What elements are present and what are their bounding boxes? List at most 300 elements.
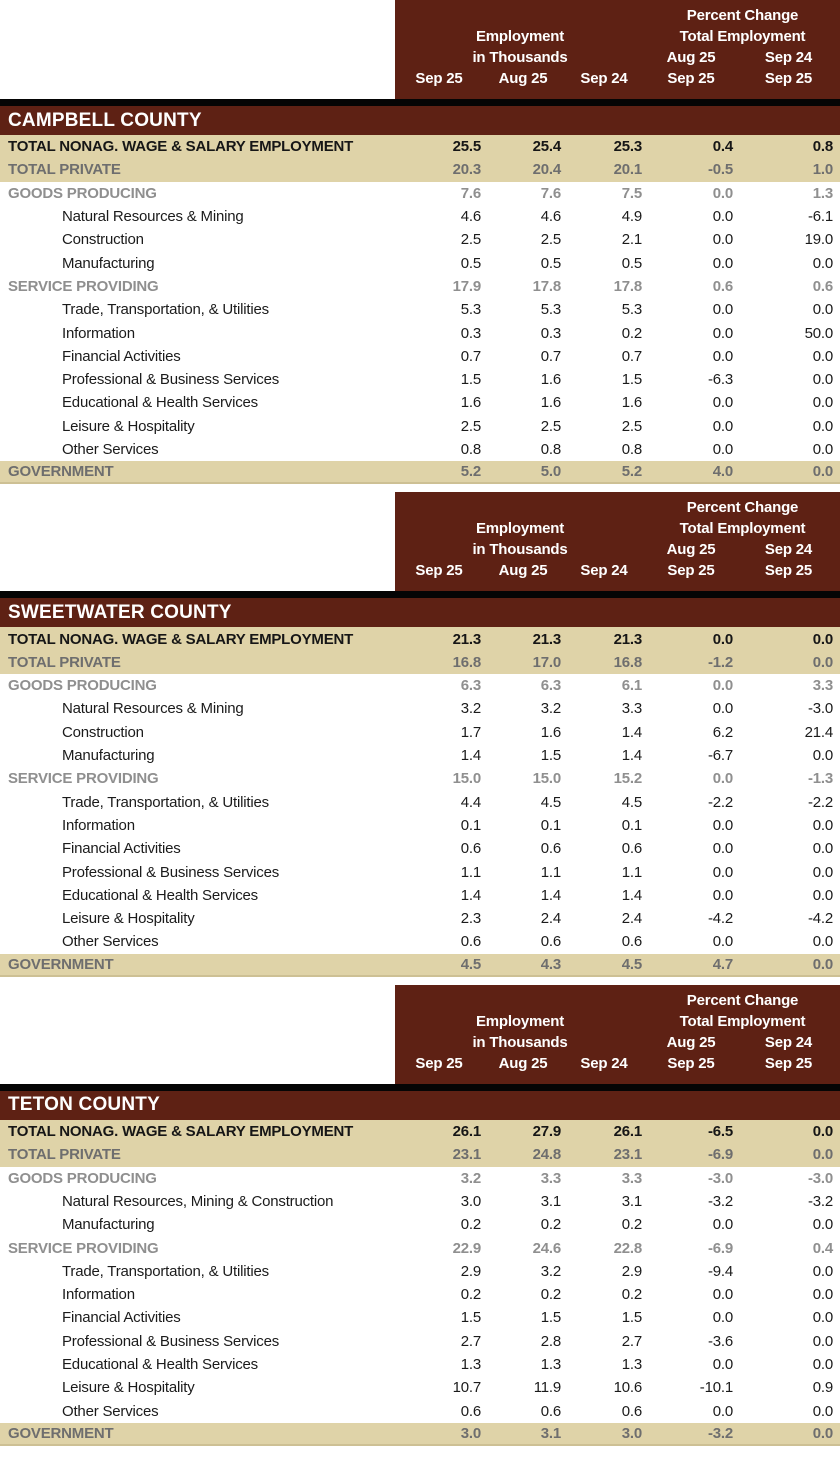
row-value: 6.1 [621,677,642,695]
row-value: 0.6 [712,277,733,295]
row-value: 1.4 [621,723,642,741]
table-row [0,275,840,298]
row-label: GOODS PRODUCING [8,1169,157,1187]
row-value: 21.3 [613,630,642,648]
row-label: Educational & Health Services [62,886,258,904]
employment-title-line2: in Thousands [472,1033,568,1051]
row-value: 3.1 [540,1424,561,1442]
table-row [0,1120,840,1143]
col-label-sep24: Sep 24 [580,1054,628,1072]
row-value: 0.2 [621,1286,642,1304]
row-value: 17.8 [613,277,642,295]
row-value: 1.4 [621,747,642,765]
table-row [0,767,840,790]
employment-title-line2: in Thousands [472,49,568,66]
row-value: 0.0 [812,840,833,858]
county-section-campbell [0,0,840,484]
row-value: 0.6 [460,1402,481,1420]
row-value: 1.1 [621,863,642,881]
row-value: 27.9 [532,1123,561,1141]
row-value: -3.2 [707,1424,733,1442]
row-value: 1.6 [540,394,561,412]
row-value: 4.6 [460,208,481,226]
row-value: 2.1 [621,231,642,249]
table-row [0,135,840,158]
row-value: 0.6 [621,840,642,858]
row-value: 4.5 [621,955,642,973]
col-label-sep25-den: Sep 25 [667,1054,715,1072]
row-label: TOTAL PRIVATE [8,161,121,179]
row-value: 0.8 [540,441,561,458]
row-value: 0.0 [712,1402,733,1420]
row-value: 0.0 [712,700,733,718]
row-value: -3.2 [807,1192,833,1210]
row-value: 0.0 [812,933,833,951]
row-value: 0.0 [812,1309,833,1327]
row-value: 0.0 [812,1216,833,1234]
row-value: 0.0 [712,184,733,202]
row-value: 10.7 [452,1379,481,1397]
row-value: 1.3 [812,184,833,202]
row-value: 0.6 [621,1402,642,1420]
row-value: 0.0 [712,816,733,834]
row-value: 3.0 [460,1424,481,1442]
col-label-sep24: Sep 24 [580,70,628,87]
col-label-sep25-den: Sep 25 [764,70,813,87]
row-value: 25.5 [452,138,481,156]
row-value: 0.0 [812,463,833,481]
row-value: 2.7 [621,1332,642,1350]
row-value: 0.0 [712,231,733,249]
row-value: 4.4 [460,793,481,811]
row-value: 0.6 [621,933,642,951]
col-label-sep25: Sep 25 [415,562,463,580]
row-value: 3.2 [540,700,561,718]
row-value: 0.0 [812,1286,833,1304]
row-value: 5.2 [460,463,481,481]
row-value: 0.8 [621,441,642,458]
col-label-sep25-den: Sep 25 [667,562,715,580]
row-label: Other Services [62,933,159,951]
table-row [0,791,840,814]
row-value: -1.3 [807,770,833,788]
row-value: 21.4 [804,723,833,741]
table-row [0,674,840,697]
table-row [0,697,840,720]
row-value: 0.3 [540,324,561,342]
row-value: 3.3 [621,700,642,718]
row-value: 0.0 [712,254,733,272]
row-value: 15.0 [452,770,481,788]
row-value: 0.0 [812,347,833,365]
employment-title-line1: Employment [475,520,564,538]
row-value: 1.5 [621,371,642,389]
row-value: 0.4 [712,138,733,156]
row-value: 0.0 [812,816,833,834]
row-value: 1.6 [540,723,561,741]
col-label-sep25: Sep 25 [415,70,463,87]
row-value: 0.0 [812,1262,833,1280]
employment-title-line2: in Thousands [472,541,568,559]
divider-bar [0,1084,840,1091]
row-value: 0.0 [712,1216,733,1234]
row-value: 0.2 [621,324,642,342]
table-row [0,1260,840,1283]
table-row [0,814,840,837]
row-value: 7.6 [460,184,481,202]
table-row [0,744,840,767]
percent-change-header-group [645,492,840,591]
row-value: 1.6 [540,371,561,389]
row-value: 11.9 [533,1379,561,1397]
row-value: 3.3 [540,1169,561,1187]
table-row [0,907,840,930]
county-title: TETON COUNTY [0,1091,840,1120]
row-value: 0.0 [712,441,733,458]
employment-table [0,627,840,976]
row-label: Information [62,324,135,342]
row-value: 19.0 [804,231,833,249]
row-value: 0.0 [712,347,733,365]
county-section-sweetwater [0,492,840,976]
row-value: 2.5 [460,231,481,249]
row-value: 0.0 [812,747,833,765]
table-row [0,1143,840,1166]
row-value: 5.3 [460,301,481,319]
row-label: Trade, Transportation, & Utilities [62,793,269,811]
row-label: Other Services [62,1402,159,1420]
row-value: 4.6 [540,208,561,226]
row-value: 2.4 [621,910,642,928]
row-value: -3.2 [707,1192,733,1210]
row-value: 5.2 [621,463,642,481]
table-row [0,860,840,883]
row-label: Natural Resources & Mining [62,700,244,718]
row-value: 0.6 [812,277,833,295]
percent-col-labels-bottom [645,1053,840,1074]
row-label: Construction [62,723,144,741]
row-value: 10.6 [613,1379,642,1397]
divider-bar [0,99,840,106]
row-value: 6.3 [540,677,561,695]
row-label: Financial Activities [62,840,181,858]
employment-header-group [395,0,645,99]
row-value: 0.2 [540,1286,561,1304]
row-value: 2.8 [540,1332,561,1350]
row-value: 1.5 [460,1309,481,1327]
table-row [0,1330,840,1353]
row-value: 1.5 [460,371,481,389]
row-value: 0.7 [460,347,481,365]
row-label: Natural Resources, Mining & Construction [62,1192,334,1210]
row-value: 2.3 [460,910,481,928]
table-row [0,438,840,461]
row-value: 0.0 [712,863,733,881]
percent-change-title-line1: Percent Change [686,499,799,517]
col-label-sep24-num: Sep 24 [764,1033,813,1051]
row-value: 3.2 [460,1169,481,1187]
percent-col-labels-top [645,539,840,560]
table-row [0,884,840,907]
row-value: 21.3 [452,630,481,648]
row-label: TOTAL NONAG. WAGE & SALARY EMPLOYMENT [8,630,354,648]
row-value: 0.0 [712,1309,733,1327]
row-value: 20.3 [452,161,481,179]
row-value: 15.0 [532,770,561,788]
row-value: -3.0 [807,1169,833,1187]
table-row [0,205,840,228]
row-value: 25.3 [613,138,642,156]
row-label: Construction [62,231,144,249]
table-row [0,1213,840,1236]
row-value: -3.6 [707,1332,733,1350]
column-header [395,0,840,99]
row-value: 1.3 [621,1356,642,1374]
table-row [0,954,840,977]
row-value: 25.4 [532,138,561,156]
row-label: Leisure & Hospitality [62,1379,195,1397]
table-row [0,837,840,860]
table-row [0,1353,840,1376]
divider-bar [0,591,840,598]
table-row [0,1306,840,1329]
row-value: -6.9 [707,1239,733,1257]
row-value: 3.3 [621,1169,642,1187]
row-value: 0.6 [540,933,561,951]
row-value: 0.0 [812,394,833,412]
row-value: 15.2 [613,770,642,788]
row-value: 1.1 [540,863,561,881]
row-value: 0.0 [712,394,733,412]
row-value: 0.0 [712,886,733,904]
col-label-aug25: Aug 25 [498,1054,548,1072]
row-value: 1.1 [460,863,481,881]
row-value: 0.0 [712,208,733,226]
row-value: 0.0 [812,886,833,904]
row-value: 0.5 [540,254,561,272]
row-value: 2.5 [540,231,561,249]
row-value: 0.0 [812,254,833,272]
row-value: 22.8 [613,1239,642,1257]
row-value: 2.5 [621,417,642,435]
row-value: 23.1 [613,1146,642,1164]
row-label: Manufacturing [62,747,155,765]
table-row [0,461,840,484]
employment-title-line1: Employment [475,28,564,45]
percent-change-title-line2: Total Employment [679,1012,806,1030]
row-value: 0.7 [540,347,561,365]
row-value: 2.7 [460,1332,481,1350]
row-label: Educational & Health Services [62,394,258,412]
row-value: -0.5 [707,161,733,179]
row-label: Professional & Business Services [62,863,280,881]
row-label: SERVICE PROVIDING [8,277,159,295]
percent-col-labels-bottom [645,68,840,89]
row-value: 0.0 [712,324,733,342]
table-row [0,182,840,205]
row-value: -6.1 [807,208,833,226]
col-label-sep24-num: Sep 24 [764,49,813,66]
row-value: 0.1 [621,816,642,834]
row-value: 0.0 [812,1424,833,1442]
row-value: 1.4 [460,886,481,904]
row-label: TOTAL PRIVATE [8,653,121,671]
table-row [0,1283,840,1306]
row-value: 7.6 [540,184,561,202]
row-value: -6.7 [707,747,733,765]
row-value: -6.3 [707,371,733,389]
percent-col-labels-top [645,1032,840,1053]
row-value: 3.0 [460,1192,481,1210]
county-section-teton [0,985,840,1446]
row-value: 0.0 [812,1356,833,1374]
row-value: 1.7 [460,723,481,741]
row-value: 0.1 [540,816,561,834]
row-value: 2.9 [621,1262,642,1280]
col-label-sep24-num: Sep 24 [764,541,813,559]
row-value: 1.4 [621,886,642,904]
row-value: 4.0 [712,463,733,481]
row-value: 3.1 [621,1192,642,1210]
table-row [0,721,840,744]
row-value: 0.1 [460,816,481,834]
table-row [0,1423,840,1446]
row-label: SERVICE PROVIDING [8,770,159,788]
row-label: Leisure & Hospitality [62,417,195,435]
row-value: 17.0 [532,653,561,671]
row-value: 21.3 [532,630,561,648]
row-value: 1.6 [621,394,642,412]
row-value: -4.2 [707,910,733,928]
row-label: Leisure & Hospitality [62,910,195,928]
percent-change-header-group [645,0,840,99]
row-value: 0.3 [460,324,481,342]
row-label: Trade, Transportation, & Utilities [62,1262,269,1280]
row-value: 3.1 [540,1192,561,1210]
row-value: 0.2 [621,1216,642,1234]
row-value: 0.7 [621,347,642,365]
employment-title-line1: Employment [475,1012,564,1030]
row-value: 1.3 [460,1356,481,1374]
table-row [0,930,840,953]
column-header [395,492,840,591]
row-label: Financial Activities [62,1309,181,1327]
table-row [0,298,840,321]
row-value: 1.0 [812,161,833,179]
table-row [0,1236,840,1259]
table-row [0,627,840,650]
row-value: 0.2 [460,1216,481,1234]
row-value: 0.0 [712,417,733,435]
row-value: 3.0 [621,1424,642,1442]
row-value: 4.3 [540,955,561,973]
row-value: 24.6 [532,1239,561,1257]
row-value: 0.0 [712,630,733,648]
row-label: Trade, Transportation, & Utilities [62,301,269,319]
row-value: 4.9 [621,208,642,226]
row-value: -9.4 [707,1262,733,1280]
row-value: 2.4 [540,910,561,928]
row-value: -10.1 [699,1379,733,1397]
table-row [0,228,840,251]
row-label: Manufacturing [62,254,155,272]
row-value: 0.6 [460,933,481,951]
employment-col-labels [395,560,645,581]
county-title: CAMPBELL COUNTY [0,106,840,135]
row-value: 0.6 [460,840,481,858]
row-value: 1.4 [460,747,481,765]
col-label-aug25: Aug 25 [498,562,548,580]
row-value: 0.0 [812,630,833,648]
col-label-aug25-num: Aug 25 [666,49,716,66]
row-value: 0.0 [812,301,833,319]
row-value: 7.5 [621,184,642,202]
percent-change-title-line2: Total Employment [679,28,806,45]
column-header [395,985,840,1084]
row-value: 3.2 [460,700,481,718]
row-value: 4.5 [540,793,561,811]
row-label: GOVERNMENT [8,1424,114,1442]
row-value: 4.5 [460,955,481,973]
table-row [0,415,840,438]
row-label: GOVERNMENT [8,955,114,973]
row-value: 0.8 [460,441,481,458]
row-value: -2.2 [707,793,733,811]
row-value: 1.3 [540,1356,561,1374]
row-value: 17.8 [532,277,561,295]
table-row [0,321,840,344]
col-label-aug25-num: Aug 25 [666,541,716,559]
row-value: 4.5 [621,793,642,811]
row-value: 6.2 [712,723,733,741]
row-value: 0.2 [460,1286,481,1304]
col-label-sep25-den: Sep 25 [764,1054,813,1072]
row-value: 3.3 [812,677,833,695]
row-value: 0.5 [621,254,642,272]
percent-change-title-line1: Percent Change [686,7,799,24]
row-value: 0.0 [712,677,733,695]
row-value: -3.0 [707,1169,733,1187]
row-value: 0.4 [812,1239,833,1257]
row-value: 0.8 [812,138,833,156]
row-label: Information [62,1286,135,1304]
row-value: -6.9 [707,1146,733,1164]
col-label-aug25-num: Aug 25 [666,1033,716,1051]
col-label-sep24: Sep 24 [580,562,628,580]
row-value: 0.6 [540,1402,561,1420]
row-value: 0.0 [712,933,733,951]
row-value: 0.5 [460,254,481,272]
table-row [0,158,840,181]
row-value: 26.1 [613,1123,642,1141]
row-value: 23.1 [452,1146,481,1164]
row-value: 0.0 [712,1286,733,1304]
row-value: 1.6 [460,394,481,412]
row-value: 0.0 [812,653,833,671]
row-value: -2.2 [807,793,833,811]
col-label-sep25-den: Sep 25 [667,70,715,87]
row-value: 1.5 [540,747,561,765]
row-value: 0.9 [812,1379,833,1397]
row-value: 1.5 [621,1309,642,1327]
row-value: 22.9 [452,1239,481,1257]
table-row [0,345,840,368]
table-row [0,1376,840,1399]
table-row [0,368,840,391]
row-value: 4.7 [712,955,733,973]
row-value: 20.4 [532,161,561,179]
row-value: 0.0 [712,301,733,319]
